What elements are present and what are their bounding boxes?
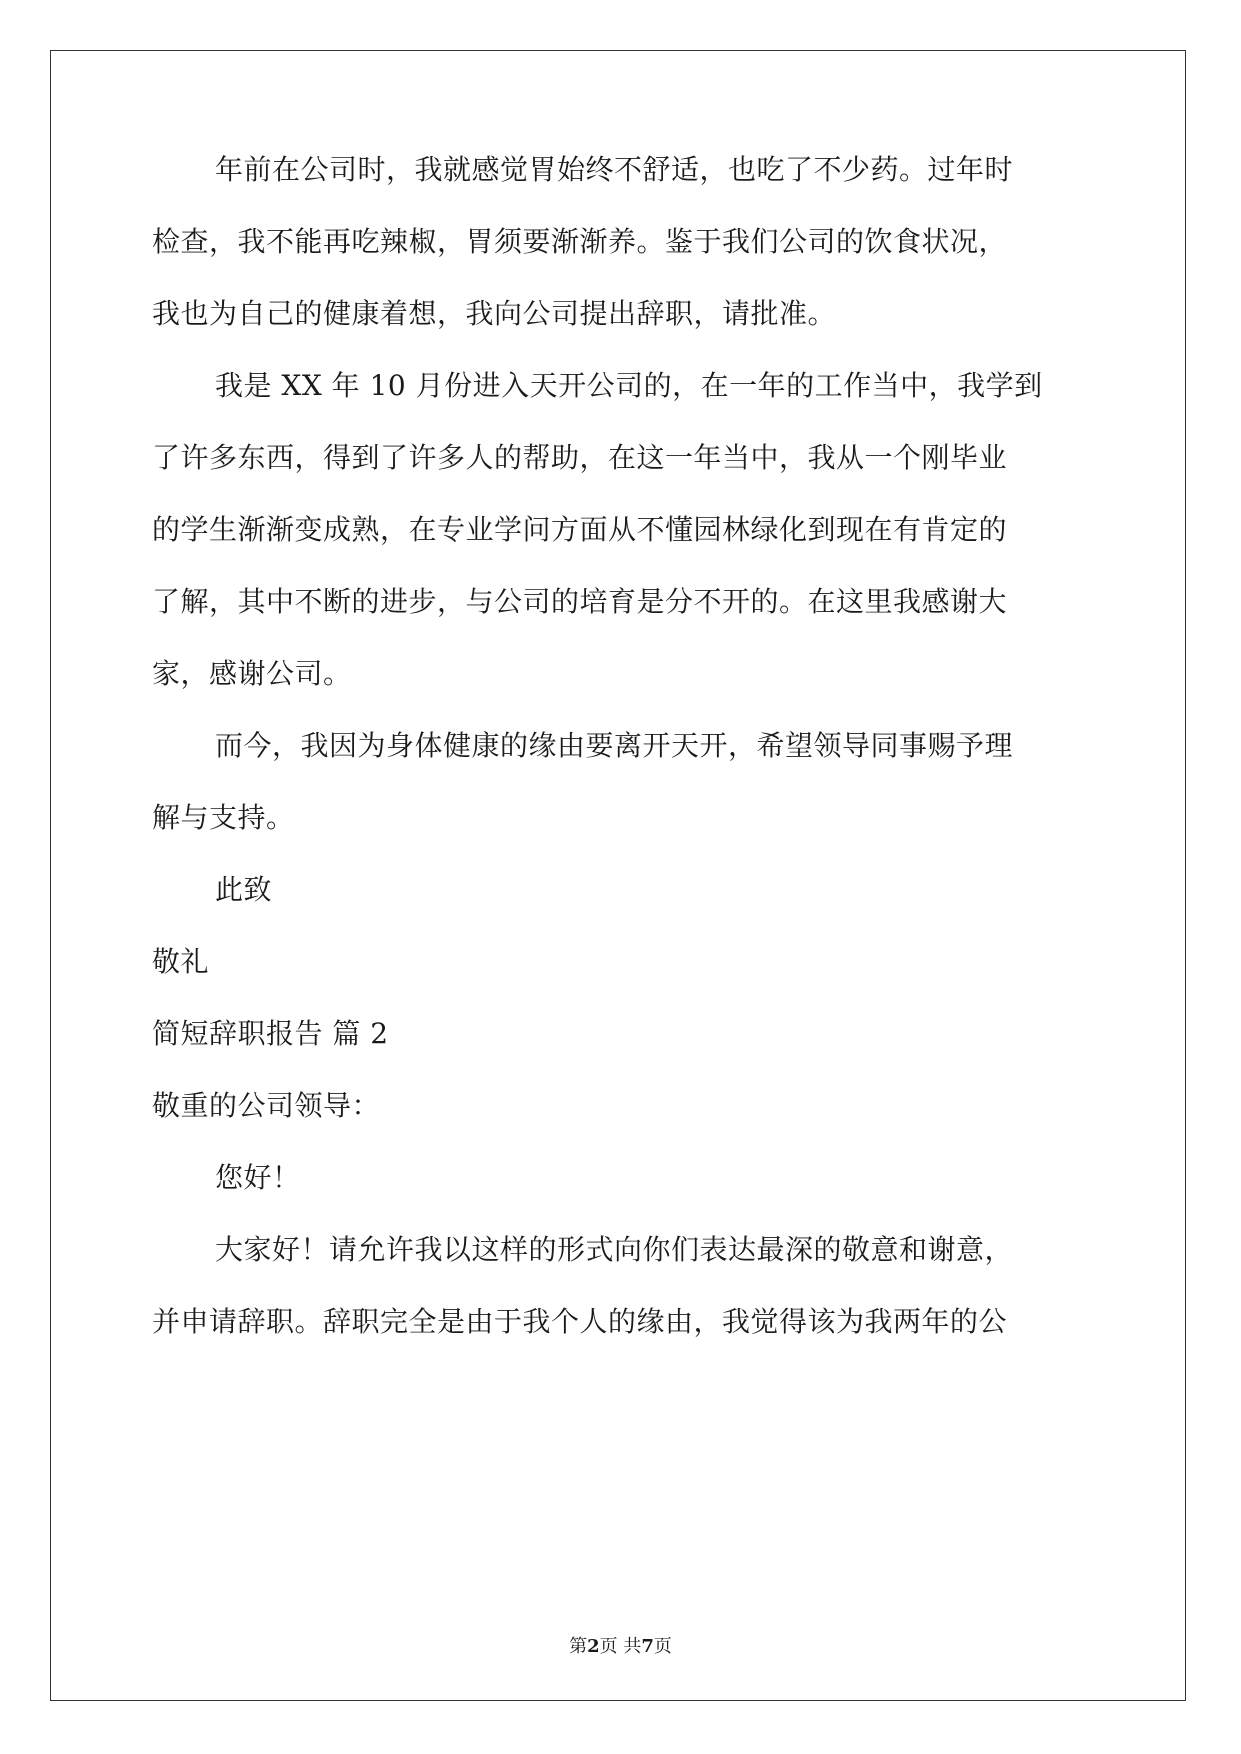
closing-regards: 敬礼	[152, 945, 210, 978]
paragraph-line: 的学生渐渐变成熟，在专业学问方面从不懂园林绿化到现在有肯定的	[152, 513, 1008, 546]
paragraph-line: 解与支持。	[152, 801, 295, 834]
greeting: 您好！	[215, 1161, 301, 1194]
footer-middle: 页 共	[599, 1636, 642, 1657]
paragraph-line: 而今，我因为身体健康的缘由要离开天开，希望领导同事赐予理	[215, 729, 1014, 762]
paragraph-line: 了解，其中不断的进步，与公司的培育是分不开的。在这里我感谢大	[152, 585, 1008, 618]
paragraph-line: 年前在公司时，我就感觉胃始终不舒适，也吃了不少药。过年时	[215, 153, 1014, 186]
section-heading: 简短辞职报告 篇 2	[152, 1017, 389, 1050]
footer-suffix: 页	[653, 1636, 672, 1657]
letter-addressee: 敬重的公司领导：	[152, 1089, 381, 1122]
paragraph-line: 我是 XX 年 10 月份进入天开公司的，在一年的工作当中，我学到	[215, 369, 1043, 402]
paragraph-line: 我也为自己的健康着想，我向公司提出辞职，请批准。	[152, 297, 837, 330]
page-footer	[0, 1635, 1241, 1659]
total-page-number: 7	[641, 1636, 654, 1657]
paragraph-line: 家，感谢公司。	[152, 657, 352, 690]
paragraph-line: 大家好！请允许我以这样的形式向你们表达最深的敬意和谢意，	[215, 1233, 1014, 1266]
footer-prefix: 第	[569, 1636, 588, 1657]
current-page-number: 2	[587, 1636, 600, 1657]
paragraph-line: 检查，我不能再吃辣椒，胃须要渐渐养。鉴于我们公司的饮食状况，	[152, 225, 1008, 258]
closing-salutation: 此致	[215, 873, 273, 906]
paragraph-line: 并申请辞职。辞职完全是由于我个人的缘由，我觉得该为我两年的公	[152, 1305, 1008, 1338]
paragraph-line: 了许多东西，得到了许多人的帮助，在这一年当中，我从一个刚毕业	[152, 441, 1008, 474]
